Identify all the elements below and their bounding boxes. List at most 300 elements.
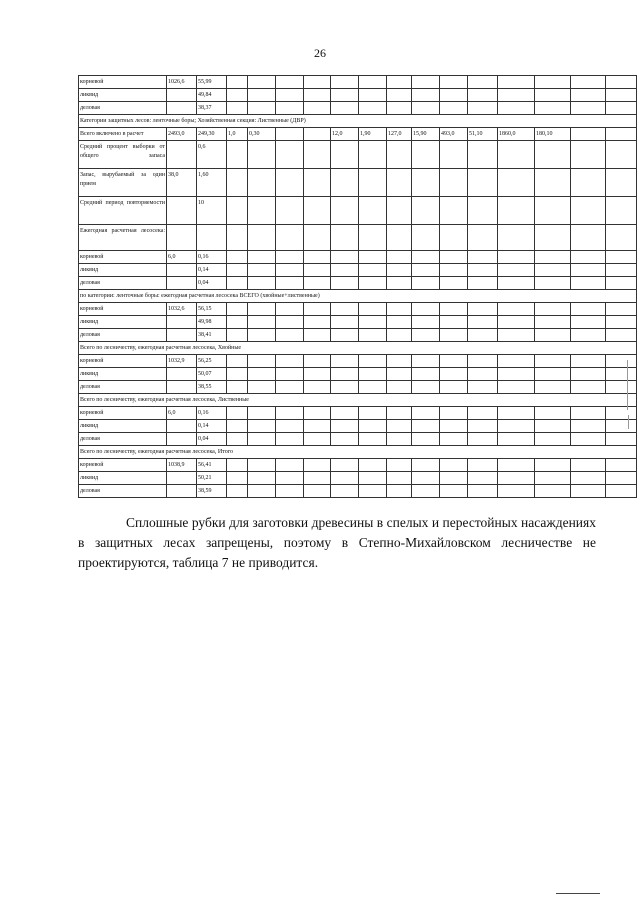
table-cell [227, 141, 248, 169]
table-cell [412, 355, 440, 368]
table-cell [440, 368, 468, 381]
table-cell [227, 303, 248, 316]
table-cell [571, 102, 606, 115]
table-row [79, 472, 637, 485]
table-cell: 0,6 [197, 141, 227, 169]
table-cell [412, 485, 440, 498]
table-cell: 56,41 [197, 459, 227, 472]
table-cell [440, 264, 468, 277]
table-cell [304, 169, 331, 197]
table-cell [535, 355, 571, 368]
table-cell [387, 251, 412, 264]
table-cell [387, 141, 412, 169]
table-cell [498, 420, 535, 433]
row-label-cell: ликвид [79, 420, 167, 433]
table-cell [248, 329, 276, 342]
table-cell [440, 381, 468, 394]
table-cell [331, 459, 359, 472]
table-cell [535, 277, 571, 290]
table-cell [468, 303, 498, 316]
table-cell [440, 76, 468, 89]
table-cell [498, 355, 535, 368]
table-cell [359, 76, 387, 89]
table-cell [535, 485, 571, 498]
table-cell [606, 225, 637, 251]
table-cell [498, 472, 535, 485]
table-cell [304, 197, 331, 225]
table-row [79, 433, 637, 446]
table-cell [571, 169, 606, 197]
row-label-cell: корневой [79, 76, 167, 89]
table-cell [412, 225, 440, 251]
table-row [79, 225, 637, 251]
table-cell [304, 128, 331, 141]
table-cell [227, 251, 248, 264]
table-cell [304, 76, 331, 89]
table-cell [276, 420, 304, 433]
table-cell [304, 277, 331, 290]
table-cell [359, 102, 387, 115]
table-cell [387, 355, 412, 368]
table-cell [535, 472, 571, 485]
table-cell [606, 128, 637, 141]
section-heading: Всего по лесничеству, ежегодная расчетная лесосека, Итого [79, 446, 637, 459]
table-cell [468, 225, 498, 251]
table-cell [571, 329, 606, 342]
table-cell [387, 225, 412, 251]
table-cell: 249,30 [197, 128, 227, 141]
table-cell [571, 368, 606, 381]
table-cell [276, 251, 304, 264]
table-cell [571, 433, 606, 446]
table-cell [440, 251, 468, 264]
table-cell [331, 368, 359, 381]
table-cell: 55,99 [197, 76, 227, 89]
table-cell [304, 89, 331, 102]
table-cell [571, 128, 606, 141]
table-cell [468, 472, 498, 485]
table-cell [167, 264, 197, 277]
table-cell [227, 225, 248, 251]
table-cell [304, 472, 331, 485]
table-cell [331, 141, 359, 169]
table-cell [440, 89, 468, 102]
table-cell [331, 433, 359, 446]
row-label-cell: Средний период повторяемости [79, 197, 167, 225]
table-cell [304, 368, 331, 381]
table-cell [535, 141, 571, 169]
table-cell: 1,90 [359, 128, 387, 141]
table-cell [331, 277, 359, 290]
table-cell [331, 381, 359, 394]
table-cell [412, 277, 440, 290]
table-cell: 0,14 [197, 420, 227, 433]
table-cell: 38,59 [197, 485, 227, 498]
table-cell [412, 459, 440, 472]
table-cell [248, 316, 276, 329]
table-cell [498, 76, 535, 89]
table-cell [412, 303, 440, 316]
table-cell [606, 76, 637, 89]
table-cell [498, 225, 535, 251]
table-row [79, 459, 637, 472]
table-cell [167, 225, 197, 251]
table-cell [468, 102, 498, 115]
table-cell [412, 102, 440, 115]
row-label-cell: Средний процент выборки от общего запаса [79, 141, 167, 169]
table-cell [331, 197, 359, 225]
table-cell [276, 225, 304, 251]
table-cell [571, 472, 606, 485]
section-heading: Всего по лесничеству, ежегодная расчетная лесосека, Лиственные [79, 394, 637, 407]
table-cell [535, 407, 571, 420]
table-cell: 1032,9 [167, 355, 197, 368]
table-cell [498, 197, 535, 225]
table-cell [412, 197, 440, 225]
table-row [79, 316, 637, 329]
table-cell [498, 303, 535, 316]
table-cell [276, 407, 304, 420]
table-cell [498, 368, 535, 381]
table-cell [535, 169, 571, 197]
table-cell [387, 472, 412, 485]
table-cell [331, 76, 359, 89]
table-cell [535, 303, 571, 316]
table-cell [304, 264, 331, 277]
table-cell [387, 368, 412, 381]
table-cell: 50,21 [197, 472, 227, 485]
table-cell [304, 251, 331, 264]
table-cell [331, 485, 359, 498]
table-cell [359, 368, 387, 381]
table-row [79, 102, 637, 115]
page-number: 26 [314, 46, 326, 60]
table-row [79, 381, 637, 394]
table-cell [331, 89, 359, 102]
table-cell: 51,10 [468, 128, 498, 141]
table-cell [387, 459, 412, 472]
table-cell [276, 128, 304, 141]
table-cell [276, 381, 304, 394]
table-cell [304, 485, 331, 498]
table-cell [248, 102, 276, 115]
table-cell [248, 433, 276, 446]
table-cell [167, 141, 197, 169]
table-cell [606, 433, 637, 446]
table-cell [440, 355, 468, 368]
table-cell [440, 420, 468, 433]
table-row [79, 329, 637, 342]
table-cell [606, 264, 637, 277]
table-cell [468, 251, 498, 264]
table-cell [248, 368, 276, 381]
table-cell [535, 225, 571, 251]
table-cell [359, 459, 387, 472]
table-row [79, 277, 637, 290]
table-cell [276, 277, 304, 290]
table-cell [359, 355, 387, 368]
table-cell [248, 472, 276, 485]
table-cell [359, 485, 387, 498]
table-cell [412, 420, 440, 433]
row-label-cell: Всего включено в расчет [79, 128, 167, 141]
table-cell [535, 420, 571, 433]
table-cell: 1032,6 [167, 303, 197, 316]
table-cell [468, 355, 498, 368]
table-cell [167, 472, 197, 485]
table-section-row [79, 290, 637, 303]
table-cell [167, 89, 197, 102]
table-cell [248, 251, 276, 264]
table-cell [498, 316, 535, 329]
table-cell [440, 303, 468, 316]
table-row [79, 303, 637, 316]
table-cell [359, 277, 387, 290]
table-cell: 2493,0 [167, 128, 197, 141]
table-cell [304, 316, 331, 329]
table-cell [412, 251, 440, 264]
table-cell [412, 368, 440, 381]
table-cell [276, 89, 304, 102]
table-cell [498, 381, 535, 394]
table-cell [227, 355, 248, 368]
table-cell [276, 355, 304, 368]
table-cell [606, 251, 637, 264]
table-cell [606, 355, 637, 368]
table-row [79, 76, 637, 89]
table-cell [304, 225, 331, 251]
table-row [79, 89, 637, 102]
table-cell [606, 89, 637, 102]
table-cell [387, 89, 412, 102]
section-heading: Всего по лесничеству, ежегодная расчетная лесосека, Хвойные [79, 342, 637, 355]
row-label-cell: деловая [79, 277, 167, 290]
margin-mark [627, 360, 628, 410]
table-cell [412, 472, 440, 485]
table-cell [468, 264, 498, 277]
table-cell [248, 76, 276, 89]
table-cell: 1,0 [227, 128, 248, 141]
table-cell [571, 303, 606, 316]
table-cell [227, 381, 248, 394]
table-cell [498, 89, 535, 102]
table-cell [359, 225, 387, 251]
table-cell [412, 76, 440, 89]
table-cell [167, 420, 197, 433]
table-cell [276, 329, 304, 342]
table-cell [440, 102, 468, 115]
table-cell [387, 169, 412, 197]
table-row [79, 407, 637, 420]
table-cell [304, 329, 331, 342]
table-cell [276, 197, 304, 225]
table-cell [227, 316, 248, 329]
table-cell [248, 141, 276, 169]
table-cell [498, 141, 535, 169]
row-label-cell: корневой [79, 303, 167, 316]
table-cell [571, 264, 606, 277]
row-label-cell: ликвид [79, 472, 167, 485]
table-cell [387, 381, 412, 394]
table-cell [227, 264, 248, 277]
table-cell [606, 368, 637, 381]
table-cell: 12,0 [331, 128, 359, 141]
row-label-cell: корневой [79, 407, 167, 420]
table-cell [440, 459, 468, 472]
table-cell [571, 381, 606, 394]
table-cell: 49,98 [197, 316, 227, 329]
row-label-cell: ликвид [79, 264, 167, 277]
table-cell [387, 485, 412, 498]
table-cell [606, 197, 637, 225]
table-cell [248, 89, 276, 102]
table-cell: 493,0 [440, 128, 468, 141]
table-row [79, 368, 637, 381]
row-label-cell: ликвид [79, 89, 167, 102]
table-cell [304, 141, 331, 169]
table-cell: 6,0 [167, 407, 197, 420]
table-cell [167, 433, 197, 446]
table-cell [440, 169, 468, 197]
table-cell [359, 329, 387, 342]
table-cell [331, 355, 359, 368]
table-cell [571, 459, 606, 472]
table-cell [535, 459, 571, 472]
table-cell [227, 420, 248, 433]
table-cell [167, 485, 197, 498]
table-row [79, 169, 637, 197]
table-cell [387, 277, 412, 290]
table-cell [331, 407, 359, 420]
table-cell [535, 381, 571, 394]
table-cell [412, 407, 440, 420]
row-label-cell: деловая [79, 433, 167, 446]
table-cell [535, 368, 571, 381]
table-cell [248, 264, 276, 277]
table-cell: 49,84 [197, 89, 227, 102]
table-cell [498, 459, 535, 472]
table-cell [606, 459, 637, 472]
table-cell: 6,0 [167, 251, 197, 264]
table-cell [535, 76, 571, 89]
table-cell [535, 102, 571, 115]
table-cell [227, 102, 248, 115]
table-cell [276, 264, 304, 277]
table-cell [276, 316, 304, 329]
table-cell [227, 472, 248, 485]
table-cell: 38,0 [167, 169, 197, 197]
table-cell: 1860,0 [498, 128, 535, 141]
table-cell [167, 368, 197, 381]
table-cell [440, 197, 468, 225]
table-cell [571, 89, 606, 102]
table-cell [331, 329, 359, 342]
table-cell [331, 303, 359, 316]
table-cell [304, 459, 331, 472]
table-cell [498, 264, 535, 277]
table-cell [227, 89, 248, 102]
table-cell: 0,04 [197, 433, 227, 446]
table-cell [498, 169, 535, 197]
table-cell [468, 89, 498, 102]
table-cell [606, 381, 637, 394]
table-cell [535, 264, 571, 277]
table-cell [227, 459, 248, 472]
table-row [79, 264, 637, 277]
table-cell [167, 381, 197, 394]
row-label-cell: корневой [79, 251, 167, 264]
table-cell [167, 329, 197, 342]
table-cell [387, 303, 412, 316]
table-cell [359, 316, 387, 329]
table-cell [227, 368, 248, 381]
table-cell [304, 433, 331, 446]
table-cell [167, 102, 197, 115]
row-label-cell: Запас, вырубаемый за один прием [79, 169, 167, 197]
table-cell [535, 329, 571, 342]
table-cell [276, 472, 304, 485]
table-cell [167, 197, 197, 225]
table-cell [227, 485, 248, 498]
table-cell [498, 102, 535, 115]
table-cell [359, 141, 387, 169]
table-cell: 1038,9 [167, 459, 197, 472]
table-cell [606, 420, 637, 433]
table-cell [387, 407, 412, 420]
table-cell: 127,0 [387, 128, 412, 141]
row-label-cell: деловая [79, 381, 167, 394]
row-label-cell: корневой [79, 459, 167, 472]
table-cell [412, 141, 440, 169]
table-cell [276, 102, 304, 115]
table-cell [468, 169, 498, 197]
table-cell: 56,15 [197, 303, 227, 316]
table-cell [535, 197, 571, 225]
table-cell [412, 264, 440, 277]
table-cell [387, 102, 412, 115]
table-cell [571, 316, 606, 329]
table-cell [359, 433, 387, 446]
table-cell: 0,04 [197, 277, 227, 290]
table-cell [440, 329, 468, 342]
table-cell [304, 420, 331, 433]
table-cell [304, 303, 331, 316]
table-row [79, 251, 637, 264]
table-section-row [79, 115, 637, 128]
section-heading: Категории защитных лесов: ленточные боры; Хозяйственная секция: Лиственные (ДВР) [79, 115, 637, 128]
row-label-cell: Ежегодная расчетная лесосека: [79, 225, 167, 251]
table-cell [571, 141, 606, 169]
table-cell [440, 472, 468, 485]
table-cell [359, 303, 387, 316]
table-row [79, 128, 637, 141]
table-cell: 1026,6 [167, 76, 197, 89]
table-cell [606, 102, 637, 115]
table-cell [331, 316, 359, 329]
table-cell [276, 485, 304, 498]
table-cell [304, 407, 331, 420]
row-label-cell: ликвид [79, 316, 167, 329]
table-cell [331, 472, 359, 485]
row-label-cell: деловая [79, 485, 167, 498]
row-label-cell: корневой [79, 355, 167, 368]
table-cell [331, 169, 359, 197]
table-cell [387, 433, 412, 446]
table-row [79, 197, 637, 225]
table-cell [248, 381, 276, 394]
table-cell [535, 433, 571, 446]
section-heading: по категории: ленточные боры: ежегодная расчетная лесосека ВСЕГО (хвойные+лиственные) [79, 290, 637, 303]
